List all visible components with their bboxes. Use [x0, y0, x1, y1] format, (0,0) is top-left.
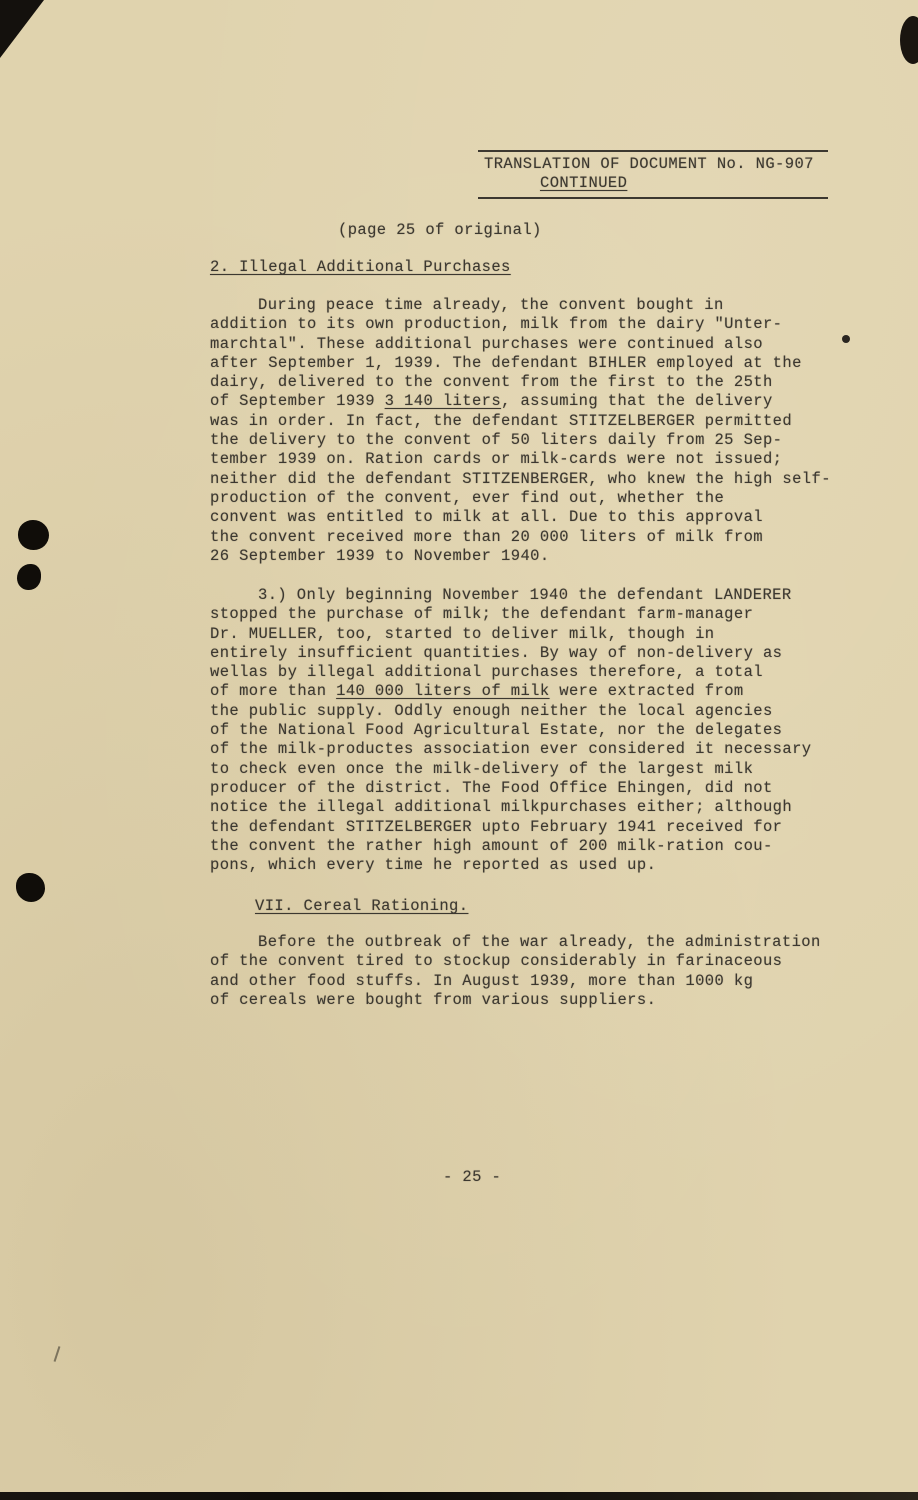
- section-heading-cereal-rationing: [255, 897, 468, 915]
- text-line: Before the outbreak of the war already, the administration: [258, 933, 821, 951]
- text-line: wellas by illegal additional purchases therefore, a total: [210, 663, 763, 682]
- text-line: of more than 140 000 liters of milk were extracted from: [210, 682, 744, 701]
- text-line: dairy, delivered to the convent from the first to the 25th: [210, 373, 773, 392]
- section-heading-text: 2. Illegal Additional Purchases: [210, 258, 511, 276]
- text-line: production of the convent, ever find out, whether the: [210, 488, 725, 507]
- hole-punch: [18, 520, 49, 550]
- text-line: of the milk-productes association ever considered it necessary: [210, 740, 812, 759]
- document-title: TRANSLATION OF DOCUMENT No. NG-907: [484, 155, 814, 173]
- pen-mark: [54, 1346, 61, 1362]
- hole-punch: [17, 564, 41, 590]
- text-line: 26 September 1939 to November 1940.: [210, 546, 550, 565]
- page-number: - 25 -: [443, 1168, 502, 1186]
- text-line: the convent the rather high amount of 200 milk-ration cou-: [210, 836, 773, 855]
- text-line: addition to its own production, milk from the dairy "Unter-: [210, 315, 783, 334]
- section-heading-text: VII. Cereal Rationing.: [255, 897, 469, 915]
- text-line: marchtal". These additional purchases were continued also: [210, 334, 763, 353]
- underlined-text: 3 140 liters: [384, 392, 502, 411]
- text-line: the convent received more than 20 000 liters of milk from: [210, 527, 763, 546]
- text-line: was in order. In fact, the defendant STITZELBERGER permitted: [210, 411, 793, 430]
- text-line: of the National Food Agricultural Estate, nor the delegates: [210, 721, 783, 740]
- edge-stain: [900, 16, 918, 64]
- text-line: notice the illegal additional milkpurchases either; although: [210, 798, 793, 817]
- text-line: the delivery to the convent of 50 liters daily from 25 Sep-: [210, 431, 783, 450]
- paragraph-milk-extraction: [210, 586, 900, 875]
- text-line: of the convent tired to stockup considerably in farinaceous: [210, 952, 783, 971]
- page-reference: (page 25 of original): [338, 221, 542, 239]
- text-line: producer of the district. The Food Office Ehingen, did not: [210, 778, 773, 797]
- section-heading-illegal-purchases: [210, 258, 511, 276]
- paragraph-additional-purchases: [210, 296, 900, 566]
- scan-edge-shadow: [0, 1492, 918, 1500]
- text-line: Dr. MUELLER, too, started to deliver milk, though in: [210, 624, 715, 643]
- underlined-text: 140 000 liters of milk: [336, 682, 550, 701]
- text-line: entirely insufficient quantities. By way of non-delivery as: [210, 643, 783, 662]
- text-line: of September 1939 3 140 liters, assuming that the delivery: [210, 392, 773, 411]
- text-line: of cereals were bought from various suppliers.: [210, 990, 657, 1009]
- continued-line: [478, 174, 828, 193]
- text-line: 3.) Only beginning November 1940 the defendant LANDERER: [258, 586, 792, 604]
- hole-punch: [16, 873, 45, 902]
- document-header: [478, 150, 828, 199]
- text-line: convent was entitled to milk at all. Due to this approval: [210, 508, 763, 527]
- text-line: neither did the defendant STITZENBERGER, who knew the high self-: [210, 469, 831, 488]
- text-line: pons, which every time he reported as used up.: [210, 856, 657, 875]
- text-line: to check even once the milk-delivery of the largest milk: [210, 759, 754, 778]
- text-line: after September 1, 1939. The defendant BIHLER employed at the: [210, 353, 802, 372]
- paragraph-cereal-stockup: [210, 933, 900, 1010]
- text-line: stopped the purchase of milk; the defendant farm-manager: [210, 605, 754, 624]
- text-line: and other food stuffs. In August 1939, more than 1000 kg: [210, 971, 754, 990]
- text-line: During peace time already, the convent bought in: [258, 296, 724, 314]
- text-line: the public supply. Oddly enough neither the local agencies: [210, 701, 773, 720]
- continued-label: CONTINUED: [540, 174, 628, 192]
- text-line: the defendant STITZELBERGER upto February 1941 received for: [210, 817, 783, 836]
- text-line: tember 1939 on. Ration cards or milk-cards were not issued;: [210, 450, 783, 469]
- corner-stain: [0, 0, 44, 58]
